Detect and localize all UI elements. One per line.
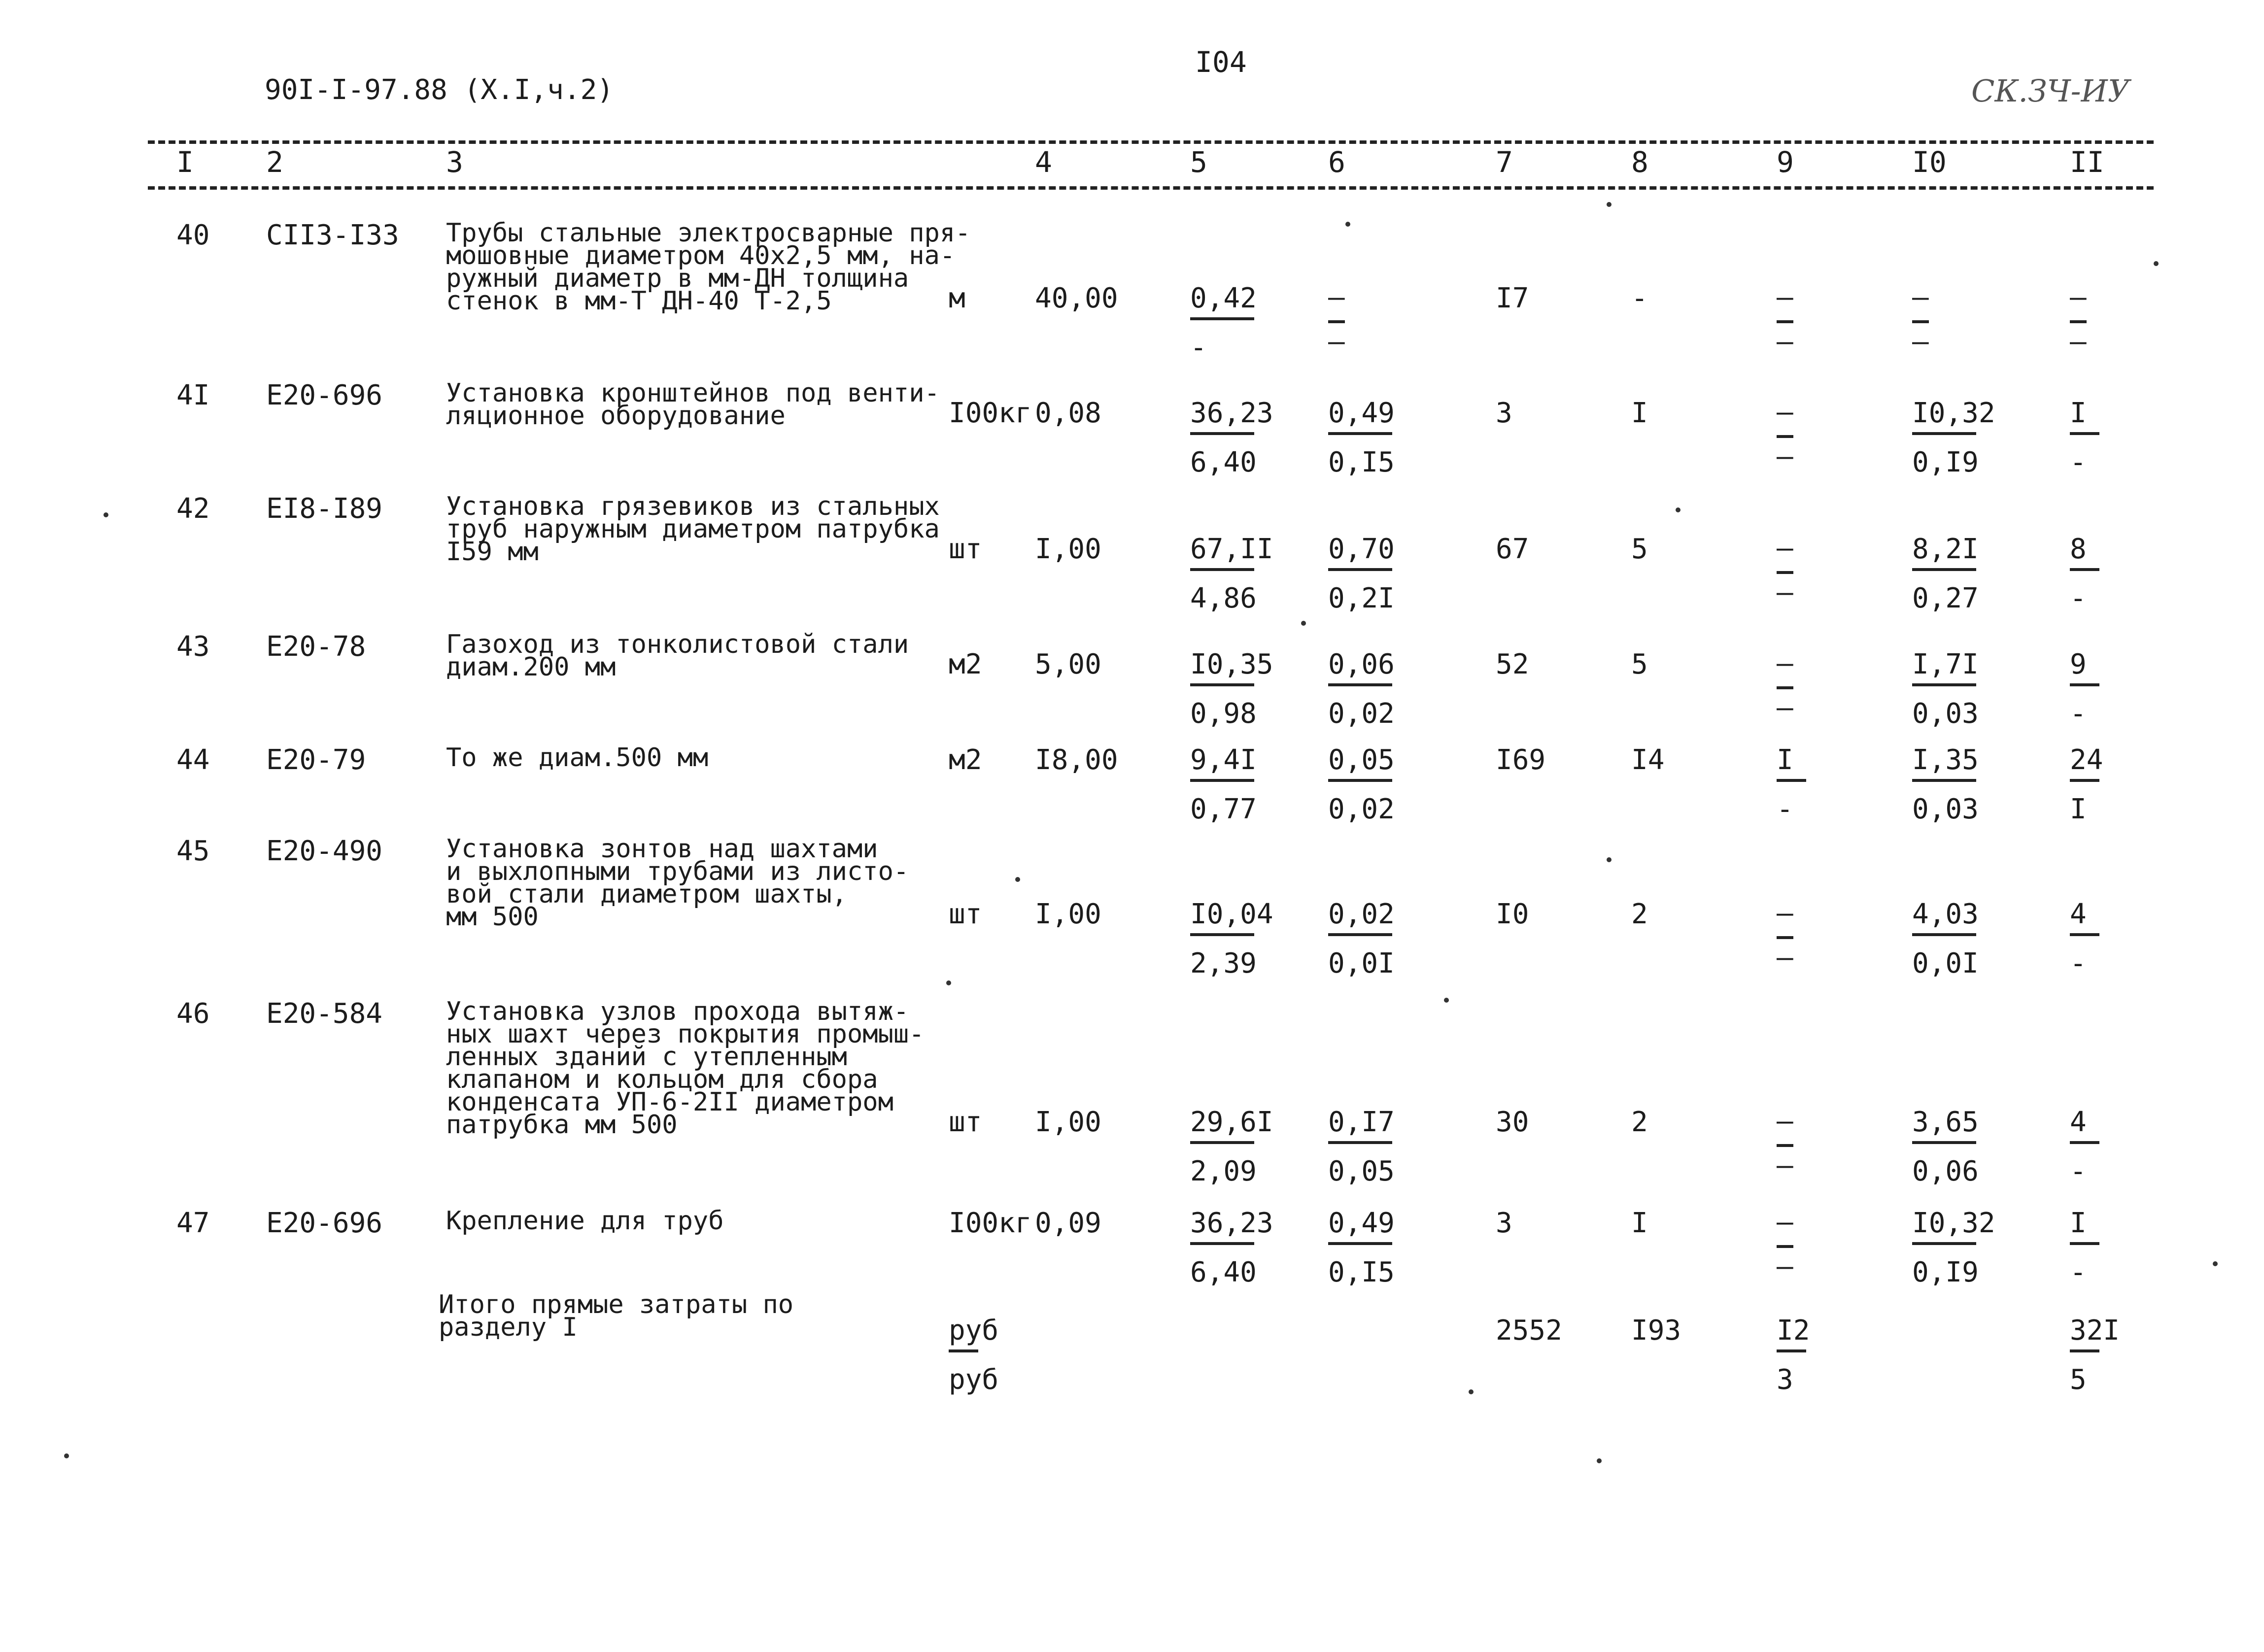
- total-col8: 2: [1631, 898, 1648, 930]
- value-col10-bottom: 0,0I: [1912, 947, 1979, 979]
- description-line: I59 мм: [446, 537, 539, 567]
- unit-cost-col6-top: 0,05: [1328, 744, 1395, 776]
- value-col9-bar: [1777, 320, 1793, 323]
- totals-unit: [949, 1317, 1042, 1396]
- value-col10-bottom: 0,06: [1912, 1155, 1979, 1187]
- price-code: E20-696: [266, 379, 383, 411]
- value-col9: [1777, 1105, 1793, 1181]
- totals-col7: 2552: [1496, 1315, 1562, 1347]
- scan-speck: [103, 512, 108, 517]
- value-col9: [1777, 647, 1793, 724]
- totals-col9: [1777, 1317, 1870, 1396]
- value-col10: [1912, 898, 2006, 979]
- unit-cost-col6-bar: [1328, 320, 1345, 323]
- total-col7: 67: [1496, 533, 1529, 565]
- unit: м2: [949, 744, 982, 776]
- description-line: вой стали диаметром шахты,: [446, 879, 847, 909]
- unit-cost-col6: [1328, 898, 1422, 979]
- value-col9-bottom: –: [1777, 440, 1793, 472]
- quantity: 0,09: [1035, 1207, 1101, 1239]
- unit-cost-col6-top: –: [1328, 281, 1345, 313]
- value-col11-bottom: –: [2070, 326, 2087, 358]
- unit-cost-col6-bottom: 0,2I: [1328, 582, 1395, 614]
- value-col9: [1777, 1206, 1793, 1282]
- value-col11-bottom: -: [2070, 1256, 2087, 1288]
- unit-cost-col5-bar: [1190, 1141, 1254, 1144]
- unit-cost-col5-bottom: 2,09: [1190, 1155, 1257, 1187]
- unit: I00кг: [949, 397, 1032, 429]
- value-col10: [1912, 1106, 2006, 1187]
- unit-cost-col5-bar: [1190, 317, 1254, 320]
- description-line: ляционное оборудование: [446, 401, 786, 431]
- document-code: 90I-I-97.88 (X.I,ч.2): [265, 74, 614, 106]
- unit-cost-col5-bottom: -: [1190, 332, 1207, 364]
- totals-col9-bottom: 3: [1777, 1364, 1793, 1396]
- description-line: ленных зданий с утепленным: [446, 1042, 847, 1072]
- unit-cost-col5: [1190, 1106, 1284, 1187]
- value-col9-bar: [1777, 686, 1793, 689]
- value-col10-bottom: 0,27: [1912, 582, 1979, 614]
- unit-cost-col6-bottom: 0,05: [1328, 1155, 1395, 1187]
- totals-col11: [2070, 1317, 2163, 1396]
- totals-label-line: Итого прямые затраты по: [439, 1290, 794, 1319]
- totals-col9-bar: [1777, 1349, 1806, 1352]
- value-col11: [2070, 648, 2163, 730]
- total-col7: I0: [1496, 898, 1529, 930]
- value-col10-top: I,7I: [1912, 648, 1979, 680]
- column-number: 7: [1496, 145, 1513, 179]
- totals-unit-top: руб: [949, 1315, 999, 1347]
- description-line: мм 500: [446, 902, 539, 932]
- value-col10: [1912, 1207, 2006, 1288]
- price-code: EI8-I89: [266, 493, 383, 525]
- value-col10: [1912, 533, 2006, 614]
- value-col11-bottom: -: [2070, 1155, 2087, 1187]
- unit: м2: [949, 648, 982, 680]
- quantity: I,00: [1035, 533, 1101, 565]
- row-number: 43: [176, 631, 210, 663]
- total-col8: I: [1631, 1207, 1648, 1239]
- header-rule-bottom: [148, 186, 2154, 190]
- value-col9-bar: [1777, 936, 1793, 939]
- quantity: 40,00: [1035, 282, 1118, 314]
- value-col9-bottom: –: [1777, 326, 1793, 358]
- total-col8: I4: [1631, 744, 1665, 776]
- value-col10-top: I0,32: [1912, 1207, 1995, 1239]
- value-col9-bar: [1777, 1245, 1793, 1248]
- description-line: патрубка мм 500: [446, 1110, 678, 1140]
- unit-cost-col6-bottom: 0,0I: [1328, 947, 1395, 979]
- scan-speck: [1015, 877, 1020, 882]
- value-col10-top: 3,65: [1912, 1106, 1979, 1138]
- unit-cost-col6-bar: [1328, 683, 1392, 686]
- value-col11-bar: [2070, 1242, 2099, 1245]
- scan-speck: [946, 980, 951, 985]
- unit-cost-col6-top: 0,49: [1328, 1207, 1395, 1239]
- value-col9-bottom: -: [1777, 793, 1793, 825]
- unit-cost-col6-bar: [1328, 779, 1392, 782]
- scan-speck: [2213, 1261, 2218, 1266]
- value-col11: [2070, 746, 2163, 825]
- scan-speck: [1607, 857, 1612, 862]
- scan-speck: [64, 1453, 69, 1458]
- totals-col11-top: 32I: [2070, 1315, 2120, 1347]
- unit: шт: [949, 1106, 982, 1138]
- value-col9-top: –: [1777, 647, 1793, 679]
- value-col11-top: 4: [2070, 898, 2087, 930]
- value-col10-bar: [1912, 1242, 1976, 1245]
- unit-cost-col5: [1190, 533, 1284, 614]
- value-col9-top: –: [1777, 1206, 1793, 1238]
- scan-speck: [1676, 507, 1681, 512]
- totals-label: [439, 1290, 794, 1342]
- column-number: 5: [1190, 145, 1207, 179]
- header-rule-top: [148, 140, 2154, 144]
- value-col10: [1912, 397, 2006, 478]
- value-col9: [1777, 897, 1793, 974]
- price-code: E20-696: [266, 1207, 383, 1239]
- value-col10: [1912, 648, 2006, 730]
- column-number: 2: [266, 145, 283, 179]
- description-line: Установка зонтов над шахтами: [446, 834, 878, 864]
- value-col9-top: I: [1777, 744, 1793, 776]
- quantity: I,00: [1035, 1106, 1101, 1138]
- value-col9-bar: [1777, 1144, 1793, 1147]
- description-line: То же диам.500 мм: [446, 743, 709, 773]
- unit-cost-col5-top: 67,II: [1190, 533, 1273, 565]
- value-col11-bottom: -: [2070, 582, 2087, 614]
- unit-cost-col5-top: 9,4I: [1190, 744, 1257, 776]
- value-col11-bottom: -: [2070, 446, 2087, 478]
- value-col10-bar: [1912, 432, 1976, 435]
- value-col10-bar: [1912, 779, 1976, 782]
- description-line: мошовные диаметром 40x2,5 мм, на-: [446, 241, 956, 270]
- value-col9-bottom: –: [1777, 692, 1793, 724]
- value-col11-top: 24: [2070, 744, 2103, 776]
- unit-cost-col6: [1328, 648, 1422, 730]
- column-number: 3: [446, 145, 463, 179]
- row-number: 40: [176, 219, 210, 251]
- unit-cost-col5-top: I0,35: [1190, 648, 1273, 680]
- price-code: E20-79: [266, 744, 366, 776]
- value-col10-bottom: 0,03: [1912, 793, 1979, 825]
- unit-cost-col6-top: 0,49: [1328, 397, 1395, 429]
- unit-cost-col5-bottom: 4,86: [1190, 582, 1257, 614]
- unit-cost-col5: [1190, 1207, 1284, 1288]
- totals-col11-bottom: 5: [2070, 1364, 2087, 1396]
- value-col10-bar: [1912, 933, 1976, 936]
- value-col9-top: –: [1777, 281, 1793, 313]
- quantity: 0,08: [1035, 397, 1101, 429]
- unit-cost-col6-bar: [1328, 933, 1392, 936]
- value-col10-bottom: 0,03: [1912, 698, 1979, 730]
- value-col11: [2070, 533, 2163, 614]
- value-col11-bar: [2070, 1141, 2099, 1144]
- work-description: [446, 1206, 724, 1236]
- work-description: [446, 218, 971, 316]
- unit-cost-col6: [1328, 746, 1422, 825]
- unit-cost-col6-bottom: 0,I5: [1328, 446, 1395, 478]
- page-number: I04: [1195, 45, 1247, 79]
- value-col11-bar: [2070, 933, 2099, 936]
- unit-cost-col5-bar: [1190, 568, 1254, 571]
- unit-cost-col5-top: 36,23: [1190, 397, 1273, 429]
- totals-label-line: разделу I: [439, 1313, 578, 1342]
- unit: м: [949, 282, 965, 314]
- price-code: E20-490: [266, 835, 383, 867]
- description-line: и выхлопными трубами из листо-: [446, 857, 909, 886]
- value-col11-top: I: [2070, 397, 2087, 429]
- price-code: CII3-I33: [266, 219, 399, 251]
- unit-cost-col5-bottom: 0,98: [1190, 698, 1257, 730]
- value-col11-top: I: [2070, 1207, 2087, 1239]
- work-description: [446, 492, 940, 567]
- column-number: 8: [1631, 145, 1648, 179]
- unit-cost-col5-bottom: 6,40: [1190, 446, 1257, 478]
- value-col10-top: –: [1912, 281, 1929, 313]
- unit-cost-col5-top: 0,42: [1190, 282, 1257, 314]
- work-description: [446, 743, 709, 773]
- value-col9: [1777, 281, 1793, 358]
- value-col11: [2070, 1106, 2163, 1187]
- value-col10-bar: [1912, 1141, 1976, 1144]
- value-col10-bar: [1912, 320, 1929, 323]
- value-col9-top: –: [1777, 1105, 1793, 1137]
- totals-unit-bottom: руб: [949, 1364, 999, 1396]
- totals-col11-bar: [2070, 1349, 2099, 1352]
- value-col9-bottom: –: [1777, 1250, 1793, 1282]
- value-col9-bottom: –: [1777, 942, 1793, 974]
- row-number: 42: [176, 493, 210, 525]
- value-col9: [1777, 396, 1793, 472]
- unit-cost-col6: [1328, 397, 1422, 478]
- quantity: 5,00: [1035, 648, 1101, 680]
- unit: шт: [949, 533, 982, 565]
- scan-speck: [2154, 261, 2159, 266]
- description-line: клапаном и кольцом для сбора: [446, 1065, 878, 1094]
- description-line: Газоход из тонколистовой стали: [446, 630, 909, 659]
- value-col11-bar: [2070, 320, 2087, 323]
- quantity: I,00: [1035, 898, 1101, 930]
- scan-speck: [1345, 222, 1350, 227]
- unit-cost-col6-top: 0,06: [1328, 648, 1395, 680]
- value-col9-bottom: –: [1777, 1149, 1793, 1181]
- unit-cost-col5: [1190, 397, 1284, 478]
- value-col10-top: I,35: [1912, 744, 1979, 776]
- value-col11-bar: [2070, 568, 2099, 571]
- unit-cost-col5: [1190, 746, 1284, 825]
- value-col10-bar: [1912, 568, 1976, 571]
- unit-cost-col6: [1328, 281, 1345, 358]
- value-col10-bar: [1912, 683, 1976, 686]
- value-col10-top: I0,32: [1912, 397, 1995, 429]
- total-col8: 5: [1631, 648, 1648, 680]
- work-description: [446, 997, 925, 1140]
- handwritten-stamp: СК.ЗЧ-ИУ: [1971, 73, 2130, 109]
- unit-cost-col5: [1190, 282, 1284, 364]
- unit-cost-col5-bar: [1190, 933, 1254, 936]
- value-col11-bar: [2070, 779, 2099, 782]
- column-number: 4: [1035, 145, 1052, 179]
- value-col9-top: –: [1777, 897, 1793, 929]
- unit-cost-col6-top: 0,I7: [1328, 1106, 1395, 1138]
- description-line: Установка узлов прохода вытяж-: [446, 997, 909, 1026]
- value-col11-top: –: [2070, 281, 2087, 313]
- column-number: 6: [1328, 145, 1345, 179]
- description-line: диам.200 мм: [446, 652, 616, 682]
- unit-cost-col6-bottom: 0,02: [1328, 793, 1395, 825]
- description-line: конденсата УП-6-2II диаметром: [446, 1087, 893, 1117]
- value-col11-bottom: I: [2070, 793, 2087, 825]
- column-number: I0: [1912, 145, 1947, 179]
- total-col7: 30: [1496, 1106, 1529, 1138]
- value-col9-top: –: [1777, 396, 1793, 428]
- unit-cost-col5-top: I0,04: [1190, 898, 1273, 930]
- totals-col9-top: I2: [1777, 1315, 1810, 1347]
- unit-cost-col5: [1190, 898, 1284, 979]
- total-col8: 5: [1631, 533, 1648, 565]
- unit-cost-col5-top: 36,23: [1190, 1207, 1273, 1239]
- unit-cost-col5-bar: [1190, 432, 1254, 435]
- value-col11: [2070, 898, 2163, 979]
- value-col10: [1912, 746, 2006, 825]
- row-number: 46: [176, 998, 210, 1030]
- unit-cost-col5-bar: [1190, 1242, 1254, 1245]
- value-col11-top: 9: [2070, 648, 2087, 680]
- description-line: стенок в мм-Т ДН-40 Т-2,5: [446, 286, 832, 316]
- value-col10-bottom: 0,I9: [1912, 1256, 1979, 1288]
- description-line: труб наружным диаметром патрубка: [446, 514, 940, 544]
- value-col11-top: 8: [2070, 533, 2087, 565]
- description-line: Трубы стальные электросварные пря-: [446, 218, 971, 248]
- work-description: [446, 378, 940, 431]
- description-line: ружный диаметр в мм-ДН толщина: [446, 264, 909, 293]
- value-col11-top: 4: [2070, 1106, 2087, 1138]
- unit-cost-col6-bottom: 0,02: [1328, 698, 1395, 730]
- scan-speck: [1469, 1389, 1474, 1394]
- unit-cost-col6-bottom: 0,I5: [1328, 1256, 1395, 1288]
- total-col7: 3: [1496, 1207, 1512, 1239]
- value-col11-bar: [2070, 432, 2099, 435]
- row-number: 45: [176, 835, 210, 867]
- unit-cost-col6: [1328, 1207, 1422, 1288]
- total-col8: I: [1631, 397, 1648, 429]
- description-line: Установка кронштейнов под венти-: [446, 378, 940, 408]
- unit-cost-col6-bar: [1328, 1141, 1392, 1144]
- unit-cost-col5-top: 29,6I: [1190, 1106, 1273, 1138]
- value-col11-bottom: -: [2070, 947, 2087, 979]
- row-number: 47: [176, 1207, 210, 1239]
- scan-speck: [1301, 621, 1306, 626]
- description-line: ных шахт через покрытия промыш-: [446, 1019, 925, 1049]
- unit-cost-col6-bar: [1328, 568, 1392, 571]
- value-col9-top: –: [1777, 532, 1793, 564]
- unit-cost-col6-top: 0,70: [1328, 533, 1395, 565]
- value-col9-bar: [1777, 571, 1793, 574]
- unit-cost-col6-top: 0,02: [1328, 898, 1395, 930]
- value-col10-top: 4,03: [1912, 898, 1979, 930]
- total-col7: I69: [1496, 744, 1546, 776]
- unit-cost-col5-bar: [1190, 779, 1254, 782]
- value-col11: [2070, 397, 2163, 478]
- work-description: [446, 834, 909, 932]
- value-col10-top: 8,2I: [1912, 533, 1979, 565]
- value-col10-bottom: 0,I9: [1912, 446, 1979, 478]
- column-number: II: [2070, 145, 2104, 179]
- unit-cost-col6: [1328, 533, 1422, 614]
- total-col8: -: [1631, 282, 1648, 314]
- scan-speck: [1444, 998, 1449, 1003]
- unit-cost-col5-bottom: 0,77: [1190, 793, 1257, 825]
- total-col8: 2: [1631, 1106, 1648, 1138]
- value-col9: [1777, 532, 1793, 608]
- value-col11-bar: [2070, 683, 2099, 686]
- work-description: [446, 630, 909, 682]
- price-code: E20-584: [266, 998, 383, 1030]
- row-number: 44: [176, 744, 210, 776]
- value-col11-bottom: -: [2070, 698, 2087, 730]
- scan-speck: [1607, 202, 1612, 207]
- total-col7: 3: [1496, 397, 1512, 429]
- value-col9: [1777, 746, 1870, 825]
- price-code: E20-78: [266, 631, 366, 663]
- total-col7: 52: [1496, 648, 1529, 680]
- unit-cost-col6-bar: [1328, 1242, 1392, 1245]
- unit-cost-col6: [1328, 1106, 1422, 1187]
- total-col7: I7: [1496, 282, 1529, 314]
- column-number: 9: [1777, 145, 1794, 179]
- value-col10: [1912, 281, 1929, 358]
- unit: шт: [949, 898, 982, 930]
- unit-cost-col5-bar: [1190, 683, 1254, 686]
- unit-cost-col5-bottom: 6,40: [1190, 1256, 1257, 1288]
- unit-cost-col5-bottom: 2,39: [1190, 947, 1257, 979]
- unit: I00кг: [949, 1207, 1032, 1239]
- description-line: Установка грязевиков из стальных: [446, 492, 940, 521]
- unit-cost-col5: [1190, 648, 1284, 730]
- value-col9-bottom: –: [1777, 576, 1793, 608]
- value-col10-bottom: –: [1912, 326, 1929, 358]
- quantity: I8,00: [1035, 744, 1118, 776]
- totals-unit-bar: [949, 1349, 978, 1352]
- value-col11: [2070, 1207, 2163, 1288]
- row-number: 4I: [176, 379, 210, 411]
- value-col11: [2070, 281, 2087, 358]
- scan-speck: [1597, 1458, 1602, 1463]
- description-line: Крепление для труб: [446, 1206, 724, 1236]
- totals-col8: I93: [1631, 1315, 1681, 1347]
- unit-cost-col6-bar: [1328, 432, 1392, 435]
- value-col9-bar: [1777, 435, 1793, 438]
- unit-cost-col6-bottom: –: [1328, 326, 1345, 358]
- value-col9-bar: [1777, 779, 1806, 782]
- column-number: I: [176, 145, 194, 179]
